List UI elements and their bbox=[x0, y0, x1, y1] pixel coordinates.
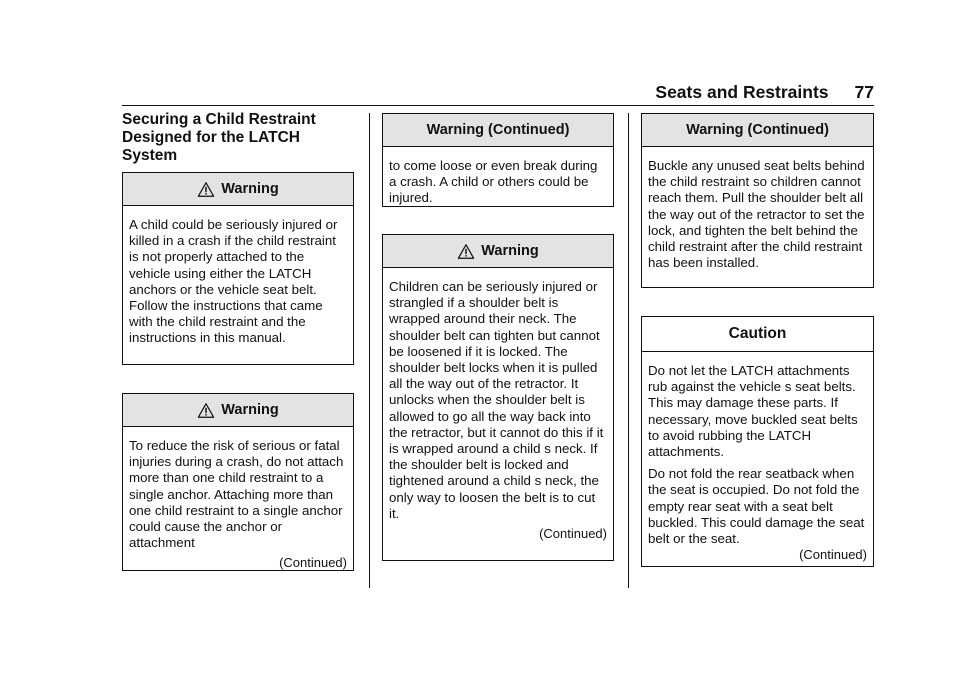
warning-triangle-icon bbox=[197, 402, 215, 419]
caution-paragraph-1: Do not let the LATCH attachments rub against the vehicle s seat belts. This may damage these parts. If necessary, move buckled seat belts to avoid rubbing the LATCH attachments. bbox=[648, 363, 858, 460]
warning-triangle-icon bbox=[197, 181, 215, 198]
warning-box-title: Warning (Continued) bbox=[686, 122, 829, 138]
caution-box bbox=[641, 316, 874, 567]
warning-box-body: Buckle any unused seat belts behind the child restraint so children cannot reach them. Pull the shoulder belt all the way out of the retractor to set the lock, and tighten the belt behind the child restraint after the child restraint has been installed. bbox=[648, 158, 865, 271]
warning-box-header bbox=[123, 394, 353, 427]
caution-box-header bbox=[642, 317, 873, 352]
warning-box-title: Warning bbox=[221, 402, 279, 418]
warning-box-latch-attachment bbox=[122, 172, 354, 365]
warning-box-continued bbox=[382, 113, 614, 207]
section-title: Securing a Child Restraint Designed for the LATCH System bbox=[122, 111, 316, 164]
warning-box-body: A child could be seriously injured or killed in a crash if the child restraint is not properly attached to the vehicle using either the LATCH anchors or the vehicle seat belt. Follow the instructions that came with the child restraint and the instructions in this manual. bbox=[129, 217, 338, 346]
continued-label: (Continued) bbox=[279, 555, 347, 571]
warning-box-body: Children can be seriously injured or strangled if a shoulder belt is wrapped around their neck. The shoulder belt can tighten but cannot be loosened if it is locked. The shoulder belt locks when it is pulled all the way out of the retractor. It unlocks when the shoulder belt is allowed to go all the way back into the retractor, but it cannot do this if it is wrapped around a child s neck. If the shoulder belt is locked and tightened around a child s neck, the only way to loosen the belt is to cut it. bbox=[389, 279, 604, 521]
page-header bbox=[655, 82, 874, 103]
continued-label: (Continued) bbox=[799, 547, 867, 563]
warning-box-shoulder-belt bbox=[382, 234, 614, 561]
warning-triangle-icon bbox=[457, 243, 475, 260]
continued-label: (Continued) bbox=[539, 526, 607, 542]
warning-box-title: Warning bbox=[481, 243, 539, 259]
header-rule bbox=[122, 105, 874, 106]
caution-box-body bbox=[642, 352, 873, 547]
warning-box-title: Warning bbox=[221, 181, 279, 197]
warning-box-single-anchor bbox=[122, 393, 354, 571]
page-header-title: Seats and Restraints bbox=[655, 82, 829, 102]
warning-box-header bbox=[383, 114, 613, 147]
warning-box-header bbox=[383, 235, 613, 268]
page-number: 77 bbox=[854, 82, 874, 102]
warning-box-header bbox=[123, 173, 353, 206]
warning-box-body: to come loose or even break during a crash. A child or others could be injured. bbox=[389, 158, 598, 206]
column-divider-right bbox=[628, 113, 629, 588]
column-divider-left bbox=[369, 113, 370, 588]
warning-box-continued bbox=[641, 113, 874, 288]
warning-box-body: To reduce the risk of serious or fatal injuries during a crash, do not attach more than one child restraint to a single anchor. Attaching more than one child restraint to a single anchor could cause the anchor or attachment bbox=[129, 438, 344, 551]
caution-paragraph-2: Do not fold the rear seatback when the seat is occupied. Do not fold the empty rear seat with a seat belt buckled. This could damage the seat belt or the seat. bbox=[648, 466, 865, 547]
caution-box-title: Caution bbox=[728, 325, 787, 342]
warning-box-title: Warning (Continued) bbox=[426, 122, 570, 138]
warning-box-header bbox=[642, 114, 873, 147]
